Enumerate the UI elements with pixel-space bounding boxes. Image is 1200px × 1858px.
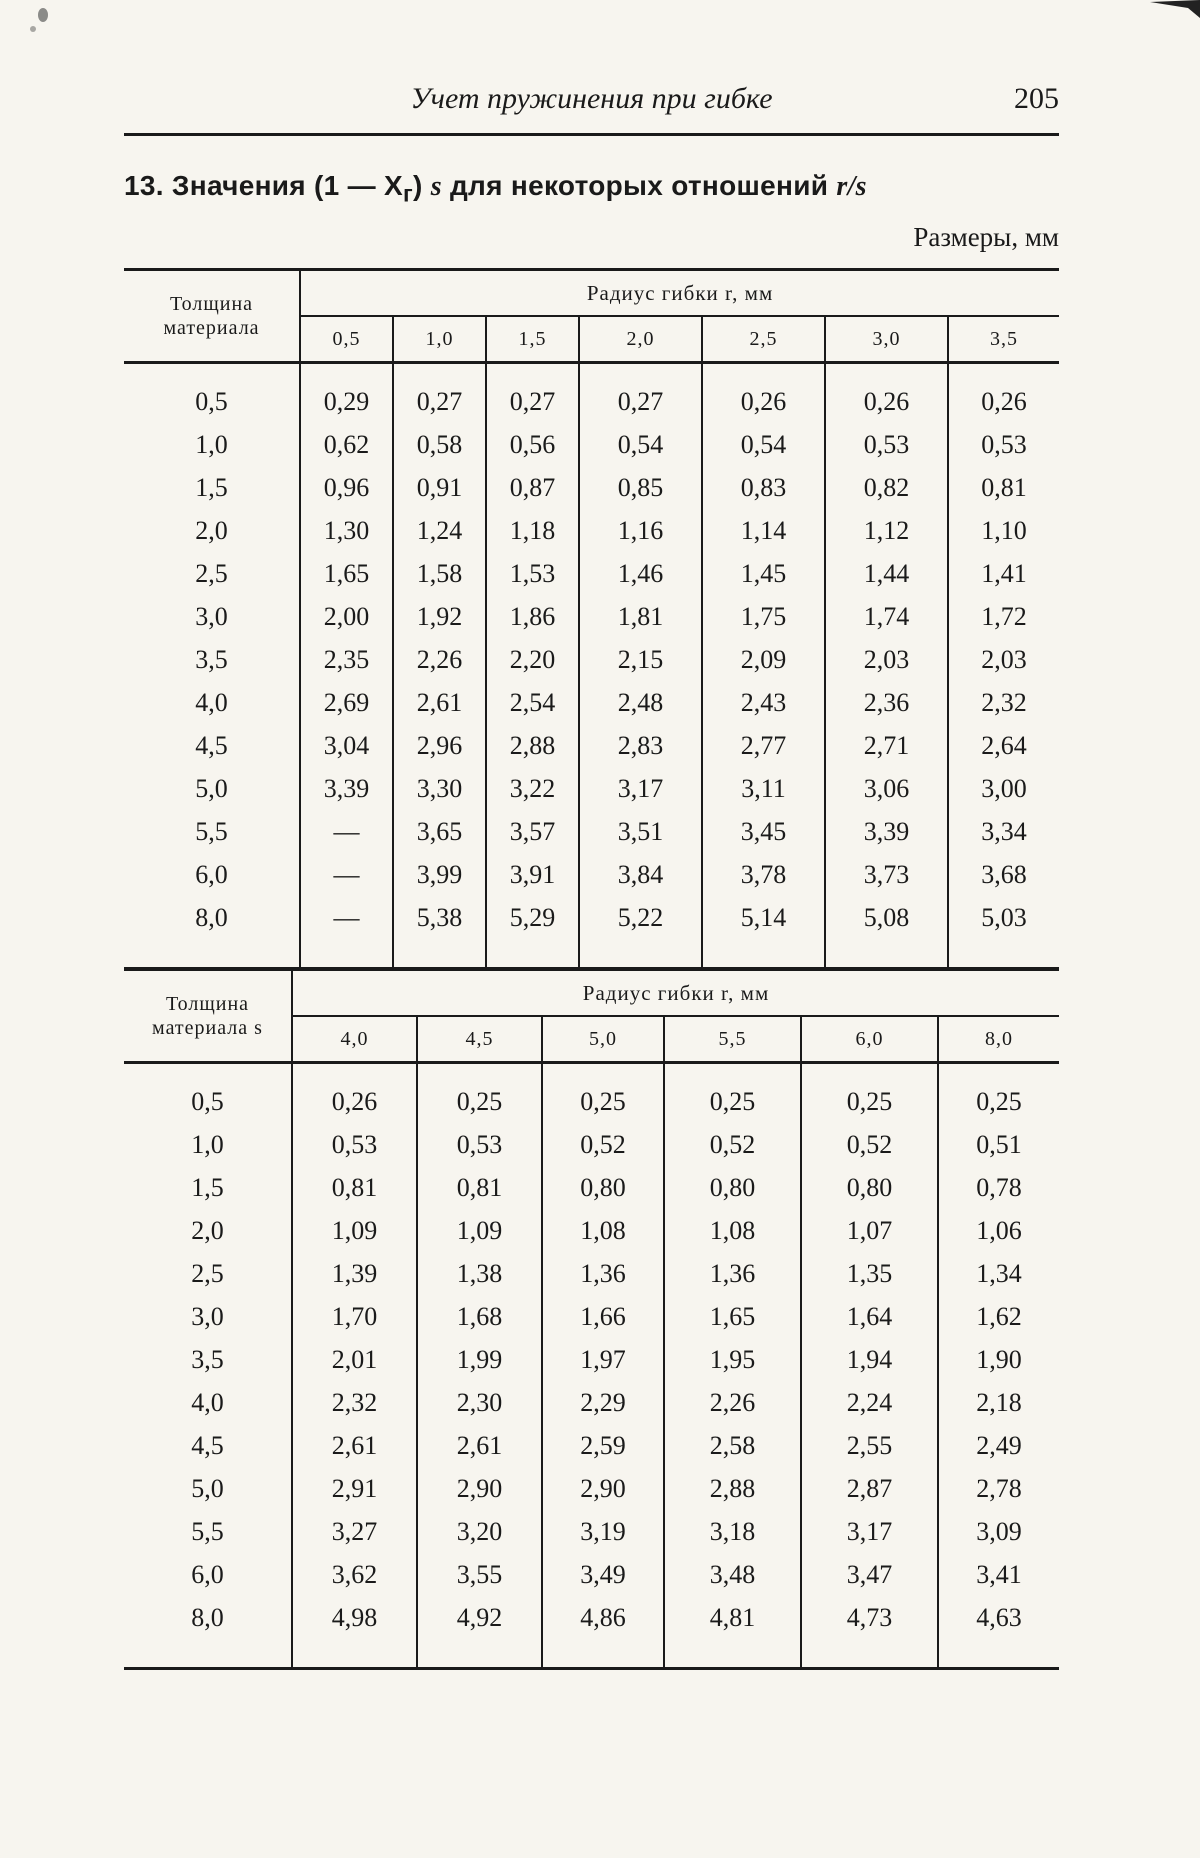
value-cell: 0,52	[664, 1123, 801, 1166]
value-cell: 4,98	[292, 1596, 417, 1639]
table-row	[124, 423, 1059, 466]
thickness-cell: 3,5	[195, 644, 228, 674]
value-cell: 3,73	[825, 853, 948, 896]
value-cell: 5,14	[702, 896, 825, 939]
row-header-line: материала	[163, 317, 260, 339]
value-cell: 1,16	[579, 509, 702, 552]
caption-text-before: Значения (1 — X	[171, 170, 403, 201]
value-cell: 2,18	[938, 1381, 1059, 1424]
value-cell: 3,65	[393, 810, 486, 853]
table-row	[124, 595, 1059, 638]
value-cell: 0,81	[292, 1166, 417, 1209]
value-cell: 1,41	[948, 552, 1059, 595]
value-cell: 2,78	[938, 1467, 1059, 1510]
scan-edge-mark	[1150, 0, 1200, 18]
table-row	[124, 896, 1059, 939]
value-cell: 1,36	[542, 1252, 664, 1295]
value-cell: 0,53	[292, 1123, 417, 1166]
thickness-cell: 2,5	[191, 1258, 224, 1288]
value-cell: 3,62	[292, 1553, 417, 1596]
value-cell: 0,87	[486, 466, 579, 509]
thickness-cell: 3,0	[191, 1301, 224, 1331]
value-cell: 0,53	[825, 423, 948, 466]
table-row	[124, 1295, 1059, 1338]
value-cell: 3,49	[542, 1553, 664, 1596]
value-cell: 1,62	[938, 1295, 1059, 1338]
value-cell: 1,35	[801, 1252, 938, 1295]
table-row	[124, 1553, 1059, 1596]
table-row	[124, 1467, 1059, 1510]
thickness-cell: 6,0	[191, 1559, 224, 1589]
table-row	[124, 1080, 1059, 1123]
value-cell: 0,91	[393, 466, 486, 509]
thickness-cell: 4,5	[191, 1430, 224, 1460]
thickness-cell: 4,0	[195, 687, 228, 717]
value-cell: 2,43	[702, 681, 825, 724]
value-cell: 5,08	[825, 896, 948, 939]
value-cell: 2,88	[664, 1467, 801, 1510]
value-cell: 0,52	[801, 1123, 938, 1166]
value-cell: 1,72	[948, 595, 1059, 638]
table-row	[124, 1209, 1059, 1252]
value-cell: 2,00	[300, 595, 393, 638]
value-cell: 1,09	[292, 1209, 417, 1252]
units-note: Размеры, мм	[913, 222, 1059, 252]
value-cell: 3,19	[542, 1510, 664, 1553]
value-cell: 2,29	[542, 1381, 664, 1424]
value-cell: 5,29	[486, 896, 579, 939]
value-cell: 3,30	[393, 767, 486, 810]
row-header-line: материала s	[152, 1017, 263, 1039]
thickness-cell: 1,5	[191, 1172, 224, 1202]
value-cell: 1,46	[579, 552, 702, 595]
value-cell: 2,03	[948, 638, 1059, 681]
value-cell: 2,32	[292, 1381, 417, 1424]
table-row	[124, 1123, 1059, 1166]
running-head	[124, 80, 1059, 120]
value-cell: 0,26	[825, 380, 948, 423]
value-cell: 4,86	[542, 1596, 664, 1639]
value-cell: 2,55	[801, 1424, 938, 1467]
value-cell: —	[300, 853, 393, 896]
table-row	[124, 1510, 1059, 1553]
value-cell: 1,07	[801, 1209, 938, 1252]
thickness-cell: 5,5	[191, 1516, 224, 1546]
column-header-radius: 2,0	[579, 316, 702, 363]
value-cell: 4,81	[664, 1596, 801, 1639]
thickness-cell: 5,0	[191, 1473, 224, 1503]
value-cell: 3,39	[300, 767, 393, 810]
row-header-line: Толщина	[165, 993, 250, 1015]
thickness-cell: 2,5	[195, 558, 228, 588]
thickness-cell: 1,0	[191, 1129, 224, 1159]
value-cell: 3,34	[948, 810, 1059, 853]
value-cell: 0,25	[417, 1080, 542, 1123]
value-cell: 1,68	[417, 1295, 542, 1338]
value-cell: 1,44	[825, 552, 948, 595]
value-cell: 3,48	[664, 1553, 801, 1596]
column-header-radius: 8,0	[938, 1016, 1059, 1063]
value-cell: 0,85	[579, 466, 702, 509]
value-cell: 3,84	[579, 853, 702, 896]
value-cell: 0,27	[393, 380, 486, 423]
value-cell: 2,71	[825, 724, 948, 767]
value-cell: 4,92	[417, 1596, 542, 1639]
value-cell: 1,08	[664, 1209, 801, 1252]
value-cell: —	[300, 810, 393, 853]
thickness-cell: 6,0	[195, 859, 228, 889]
column-header-radius: 5,5	[664, 1016, 801, 1063]
table-row	[124, 1252, 1059, 1295]
value-cell: 1,81	[579, 595, 702, 638]
column-header-radius: 0,5	[300, 316, 393, 363]
value-cell: 0,25	[938, 1080, 1059, 1123]
value-cell: 2,20	[486, 638, 579, 681]
value-cell: 0,80	[801, 1166, 938, 1209]
value-cell: 1,38	[417, 1252, 542, 1295]
column-header-radius: 6,0	[801, 1016, 938, 1063]
column-header-radius: 4,5	[417, 1016, 542, 1063]
value-cell: 3,47	[801, 1553, 938, 1596]
value-cell: 1,66	[542, 1295, 664, 1338]
value-cell: 0,53	[948, 423, 1059, 466]
column-header-radius: 1,0	[393, 316, 486, 363]
value-cell: 0,26	[292, 1080, 417, 1123]
value-cell: 1,14	[702, 509, 825, 552]
value-cell: 2,61	[393, 681, 486, 724]
value-cell: 3,41	[938, 1553, 1059, 1596]
value-cell: 0,54	[579, 423, 702, 466]
value-cell: 3,51	[579, 810, 702, 853]
value-cell: 1,58	[393, 552, 486, 595]
value-cell: 2,49	[938, 1424, 1059, 1467]
table-row	[124, 681, 1059, 724]
value-cell: 5,38	[393, 896, 486, 939]
value-cell: 0,80	[542, 1166, 664, 1209]
value-cell: 1,95	[664, 1338, 801, 1381]
value-cell: 1,45	[702, 552, 825, 595]
value-cell: 0,26	[948, 380, 1059, 423]
value-cell: 3,06	[825, 767, 948, 810]
value-cell: 2,88	[486, 724, 579, 767]
value-cell: 2,32	[948, 681, 1059, 724]
table-row	[124, 1381, 1059, 1424]
scan-speck	[38, 8, 48, 22]
value-cell: 5,22	[579, 896, 702, 939]
thickness-cell: 4,0	[191, 1387, 224, 1417]
table-row	[124, 552, 1059, 595]
value-cell: 0,53	[417, 1123, 542, 1166]
value-cell: 1,97	[542, 1338, 664, 1381]
value-cell: 2,48	[579, 681, 702, 724]
table-radius-0-5-to-3-5	[124, 268, 1059, 970]
value-cell: 2,54	[486, 681, 579, 724]
value-cell: 1,99	[417, 1338, 542, 1381]
value-cell: 2,96	[393, 724, 486, 767]
column-header-radius: 1,5	[486, 316, 579, 363]
column-header-radius: 3,0	[825, 316, 948, 363]
value-cell: 2,15	[579, 638, 702, 681]
value-cell: 1,18	[486, 509, 579, 552]
table-row	[124, 638, 1059, 681]
value-cell: 1,24	[393, 509, 486, 552]
value-cell: 3,91	[486, 853, 579, 896]
value-cell: 3,39	[825, 810, 948, 853]
value-cell: 0,81	[948, 466, 1059, 509]
thickness-cell: 1,0	[195, 429, 228, 459]
value-cell: 2,35	[300, 638, 393, 681]
value-cell: 1,30	[300, 509, 393, 552]
value-cell: 0,83	[702, 466, 825, 509]
table-row	[124, 1338, 1059, 1381]
value-cell: 1,92	[393, 595, 486, 638]
value-cell: 1,12	[825, 509, 948, 552]
value-cell: 2,90	[542, 1467, 664, 1510]
thickness-cell: 1,5	[195, 472, 228, 502]
group-header-bend-radius: Радиус гибки r, мм	[292, 970, 1059, 1017]
table-row	[124, 380, 1059, 423]
value-cell: 3,45	[702, 810, 825, 853]
value-cell: 1,65	[664, 1295, 801, 1338]
value-cell: 0,27	[486, 380, 579, 423]
value-cell: 0,25	[664, 1080, 801, 1123]
value-cell: 1,36	[664, 1252, 801, 1295]
table-row	[124, 810, 1059, 853]
value-cell: 0,82	[825, 466, 948, 509]
value-cell: 0,80	[664, 1166, 801, 1209]
value-cell: 1,74	[825, 595, 948, 638]
value-cell: 1,10	[948, 509, 1059, 552]
value-cell: 3,68	[948, 853, 1059, 896]
value-cell: 2,01	[292, 1338, 417, 1381]
column-header-radius: 3,5	[948, 316, 1059, 363]
value-cell: 5,03	[948, 896, 1059, 939]
thickness-cell: 8,0	[195, 902, 228, 932]
value-cell: —	[300, 896, 393, 939]
value-cell: 1,70	[292, 1295, 417, 1338]
table-caption	[124, 170, 867, 208]
table-radius-4-0-to-8-0	[124, 968, 1059, 1670]
value-cell: 0,54	[702, 423, 825, 466]
group-header-bend-radius: Радиус гибки r, мм	[300, 270, 1059, 317]
value-cell: 2,87	[801, 1467, 938, 1510]
value-cell: 2,36	[825, 681, 948, 724]
value-cell: 3,57	[486, 810, 579, 853]
table-row	[124, 853, 1059, 896]
value-cell: 3,17	[579, 767, 702, 810]
value-cell: 3,78	[702, 853, 825, 896]
value-cell: 2,03	[825, 638, 948, 681]
value-cell: 3,22	[486, 767, 579, 810]
value-cell: 2,58	[664, 1424, 801, 1467]
scan-speck	[30, 26, 36, 32]
row-header-line: Толщина	[169, 293, 254, 315]
value-cell: 1,94	[801, 1338, 938, 1381]
thickness-cell: 4,5	[195, 730, 228, 760]
thickness-cell: 8,0	[191, 1602, 224, 1632]
table-row	[124, 509, 1059, 552]
value-cell: 2,77	[702, 724, 825, 767]
table-row	[124, 767, 1059, 810]
row-header-thickness	[124, 270, 300, 363]
value-cell: 0,56	[486, 423, 579, 466]
thickness-cell: 3,0	[195, 601, 228, 631]
page-number: 205	[1014, 82, 1059, 115]
value-cell: 3,00	[948, 767, 1059, 810]
value-cell: 0,58	[393, 423, 486, 466]
value-cell: 0,52	[542, 1123, 664, 1166]
caption-number: 13.	[124, 170, 164, 201]
value-cell: 2,59	[542, 1424, 664, 1467]
value-cell: 4,73	[801, 1596, 938, 1639]
value-cell: 0,96	[300, 466, 393, 509]
table-row	[124, 466, 1059, 509]
value-cell: 2,61	[417, 1424, 542, 1467]
value-cell: 2,61	[292, 1424, 417, 1467]
value-cell: 2,91	[292, 1467, 417, 1510]
value-cell: 1,64	[801, 1295, 938, 1338]
caption-text-after: )	[412, 170, 431, 201]
value-cell: 2,26	[393, 638, 486, 681]
value-cell: 2,90	[417, 1467, 542, 1510]
value-cell: 0,51	[938, 1123, 1059, 1166]
value-cell: 0,29	[300, 380, 393, 423]
value-cell: 2,09	[702, 638, 825, 681]
value-cell: 1,65	[300, 552, 393, 595]
value-cell: 2,24	[801, 1381, 938, 1424]
value-cell: 3,17	[801, 1510, 938, 1553]
thickness-cell: 2,0	[191, 1215, 224, 1245]
value-cell: 1,34	[938, 1252, 1059, 1295]
value-cell: 2,64	[948, 724, 1059, 767]
value-cell: 3,99	[393, 853, 486, 896]
value-cell: 1,09	[417, 1209, 542, 1252]
value-cell: 1,06	[938, 1209, 1059, 1252]
value-cell: 4,63	[938, 1596, 1059, 1639]
value-cell: 3,18	[664, 1510, 801, 1553]
column-header-radius: 5,0	[542, 1016, 664, 1063]
value-cell: 2,83	[579, 724, 702, 767]
value-cell: 3,09	[938, 1510, 1059, 1553]
value-cell: 1,08	[542, 1209, 664, 1252]
value-cell: 0,81	[417, 1166, 542, 1209]
value-cell: 1,75	[702, 595, 825, 638]
value-cell: 1,53	[486, 552, 579, 595]
caption-ratio: r/s	[836, 171, 867, 202]
value-cell: 2,69	[300, 681, 393, 724]
header-rule	[124, 133, 1059, 136]
value-cell: 3,11	[702, 767, 825, 810]
thickness-cell: 5,0	[195, 773, 228, 803]
value-cell: 0,25	[801, 1080, 938, 1123]
thickness-cell: 0,5	[191, 1086, 224, 1116]
value-cell: 1,86	[486, 595, 579, 638]
value-cell: 1,39	[292, 1252, 417, 1295]
table-row	[124, 724, 1059, 767]
value-cell: 3,04	[300, 724, 393, 767]
thickness-cell: 2,0	[195, 515, 228, 545]
caption-text-mid: для некоторых отношений	[441, 170, 837, 201]
value-cell: 3,27	[292, 1510, 417, 1553]
value-cell: 2,30	[417, 1381, 542, 1424]
table-row	[124, 1166, 1059, 1209]
value-cell: 0,78	[938, 1166, 1059, 1209]
value-cell: 2,26	[664, 1381, 801, 1424]
thickness-cell: 0,5	[195, 386, 228, 416]
value-cell: 3,20	[417, 1510, 542, 1553]
caption-s-symbol: s	[430, 171, 442, 202]
value-cell: 0,27	[579, 380, 702, 423]
value-cell: 0,26	[702, 380, 825, 423]
value-cell: 1,90	[938, 1338, 1059, 1381]
column-header-radius: 4,0	[292, 1016, 417, 1063]
caption-subscript: г	[402, 180, 413, 207]
value-cell: 0,25	[542, 1080, 664, 1123]
value-cell: 0,62	[300, 423, 393, 466]
running-title: Учет пружинения при гибке	[410, 82, 773, 115]
value-cell: 3,55	[417, 1553, 542, 1596]
thickness-cell: 5,5	[195, 816, 228, 846]
table-row	[124, 1596, 1059, 1639]
row-header-thickness	[124, 970, 292, 1063]
column-header-radius: 2,5	[702, 316, 825, 363]
thickness-cell: 3,5	[191, 1344, 224, 1374]
table-row	[124, 1424, 1059, 1467]
